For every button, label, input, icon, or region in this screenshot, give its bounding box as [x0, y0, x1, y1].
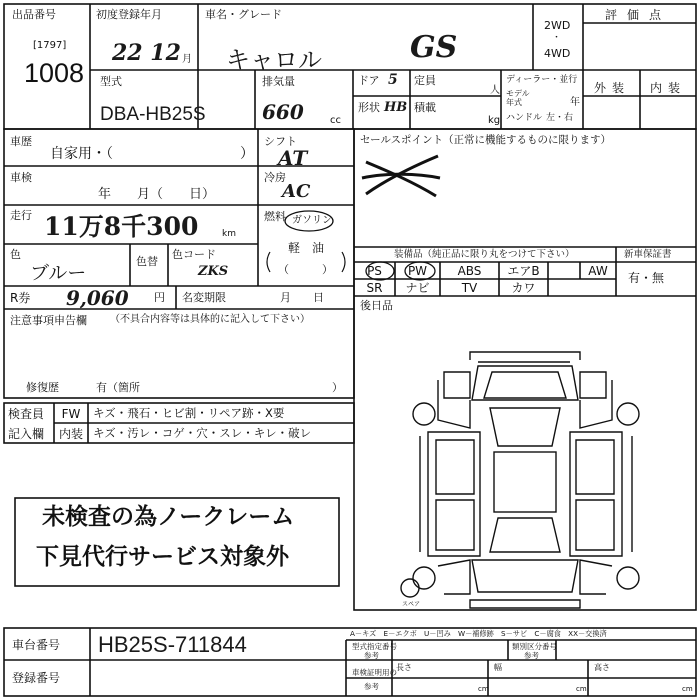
exterior-label: 外装 — [594, 81, 631, 95]
fuel-label: 燃料 — [264, 210, 286, 223]
displacement-unit: cc — [330, 115, 341, 126]
model-year-label2: 年式 — [506, 98, 522, 107]
equip-abs: ABS — [457, 264, 482, 278]
shift-label: シフト — [264, 135, 297, 148]
height-label: 高さ — [594, 663, 610, 672]
mileage-value: 11万8千300 — [44, 212, 199, 241]
fuel-value: ガソリン — [292, 215, 332, 226]
inspection-label: 車検 — [10, 171, 32, 184]
warranty-label: 新車保証書 — [624, 249, 672, 260]
repair-close: ） — [332, 381, 343, 394]
r-ken-value: 9,060 — [66, 286, 129, 310]
notes-hint: （不具合内容等は具体的に記入して下さい） — [110, 314, 310, 325]
dealer-label: ディーラー・並行 — [506, 75, 578, 85]
notice-line2: 下見代行サービス対象外 — [36, 544, 289, 570]
color-code-label: 色コード — [172, 248, 216, 261]
handle-label: ハンドル — [506, 113, 543, 123]
right-frame — [354, 129, 696, 610]
sales-point-label: セールスポイント（正常に機能するものに限ります） — [360, 134, 612, 146]
shift-value: AT — [278, 146, 308, 170]
inspector-label1: 検査員 — [8, 407, 45, 421]
mileage-label: 走行 — [10, 209, 32, 222]
type-label: 型式 — [100, 75, 122, 88]
inspector-row1-tag: FW — [61, 407, 81, 421]
drive-dot: ・ — [552, 33, 562, 43]
equip-leather: カワ — [511, 281, 536, 295]
lot-small: [1797] — [33, 40, 67, 51]
warranty-value: 有・無 — [628, 271, 665, 285]
later-label: 後日品 — [360, 299, 393, 312]
lot-number: 1008 — [24, 58, 85, 88]
scribble-cross — [362, 156, 440, 196]
model-year-label: モデル — [506, 89, 530, 98]
notes-label: 注意事項申告欄 — [10, 314, 87, 327]
displacement-label: 排気量 — [262, 75, 295, 88]
equipment-label: 装備品（純正品に限り丸をつけて下さい） — [394, 249, 575, 260]
color-code-value: ZKS — [198, 264, 229, 279]
fuel-diesel: 軽 油 — [288, 241, 325, 255]
model-year-unit: 年 — [570, 97, 580, 108]
length-cm: cm — [478, 685, 489, 693]
width-label: 幅 — [494, 663, 502, 672]
notice-line1: 未検査の為ノークレーム — [42, 504, 295, 530]
ac-label: 冷房 — [264, 171, 286, 184]
r-ken-unit: 円 — [154, 291, 165, 304]
cert-sub: 参考 — [364, 682, 379, 691]
type-ref-sub: 参考 — [364, 651, 379, 660]
color-value: ブルー — [30, 262, 87, 284]
class-label: 類別区分番号 — [512, 642, 557, 651]
car-diagram — [401, 352, 639, 608]
capacity-label: 定員 — [414, 74, 436, 87]
type-ref-label: 型式指定番号 — [352, 642, 397, 651]
fuel-other: （ ） — [278, 263, 333, 276]
grade-value: GS — [410, 30, 458, 65]
history-value: 自家用・（ — [50, 146, 113, 162]
equip-airbag: エアB — [507, 264, 540, 278]
inspector-row1-text: キズ・飛石・ヒビ割・リペア跡・X要 — [93, 406, 285, 420]
equip-navi: ナビ — [405, 281, 430, 295]
equip-ps: PS — [367, 264, 382, 278]
lot-label: 出品番号 — [12, 8, 56, 21]
inspector-label2: 記入欄 — [8, 427, 45, 441]
rating-label: 評価点 — [605, 8, 672, 22]
ac-value: AC — [282, 181, 311, 202]
capacity-unit: 人 — [490, 85, 500, 96]
name-change-label: 名変期限 — [182, 291, 226, 304]
inspector-row2-tag: 内装 — [58, 427, 83, 441]
r-ken-label: R券 — [10, 291, 31, 305]
first-reg-unit: 月 — [182, 54, 192, 65]
interior-label: 内装 — [650, 81, 687, 95]
model-name-value: キャロル — [226, 46, 322, 74]
doors-label: ドア — [358, 74, 380, 87]
history-close: ） — [240, 146, 254, 162]
history-label: 車歴 — [10, 135, 32, 148]
chassis-label: 車台番号 — [12, 638, 61, 652]
load-label: 積載 — [414, 101, 436, 114]
equip-pw: PW — [407, 264, 428, 278]
spare-label: スペア — [402, 601, 421, 608]
handle-value: 左・右 — [546, 113, 574, 123]
equip-sr: SR — [366, 281, 383, 295]
reg-label: 登録番号 — [12, 671, 61, 685]
class-sub: 参考 — [524, 651, 539, 660]
first-reg-label: 初度登録年月 — [96, 8, 162, 21]
length-label: 長さ — [396, 663, 412, 672]
first-reg-value: 22 12 — [112, 40, 181, 66]
type-value: DBA-HB25S — [100, 104, 206, 125]
color-label: 色 — [10, 248, 21, 261]
chassis-value: HB25S-711844 — [98, 632, 247, 657]
height-cm: cm — [682, 685, 693, 693]
equip-tv: TV — [461, 281, 478, 295]
repair-value: 有（箇所 — [96, 381, 140, 394]
repair-label: 修復歴 — [26, 381, 59, 394]
inspector-row2-text: キズ・汚レ・コゲ・穴・スレ・キレ・破レ — [93, 426, 312, 440]
equip-aw: AW — [588, 264, 608, 278]
name-change-value: 月 日 — [280, 291, 324, 304]
displacement-value: 660 — [262, 100, 304, 124]
width-cm: cm — [576, 685, 587, 693]
model-name-label: 車名・グレード — [205, 8, 282, 21]
shape-value: HB — [384, 100, 408, 115]
drive-4wd: 4WD — [544, 47, 571, 60]
color-change-label: 色替 — [136, 255, 158, 268]
load-unit: kg — [488, 115, 501, 126]
doors-value: 5 — [388, 72, 398, 88]
drive-2wd: 2WD — [544, 19, 571, 32]
damage-legend: A－キズ E－エクボ U－凹み W－補修跡 S－サビ C－腐食 XX－交換済 — [350, 629, 607, 638]
mileage-unit: km — [222, 229, 236, 239]
shape-label: 形状 — [358, 101, 380, 114]
inspection-value: 年 月（ 日） — [98, 187, 216, 202]
cert-label: 車検証明用の — [352, 668, 397, 677]
